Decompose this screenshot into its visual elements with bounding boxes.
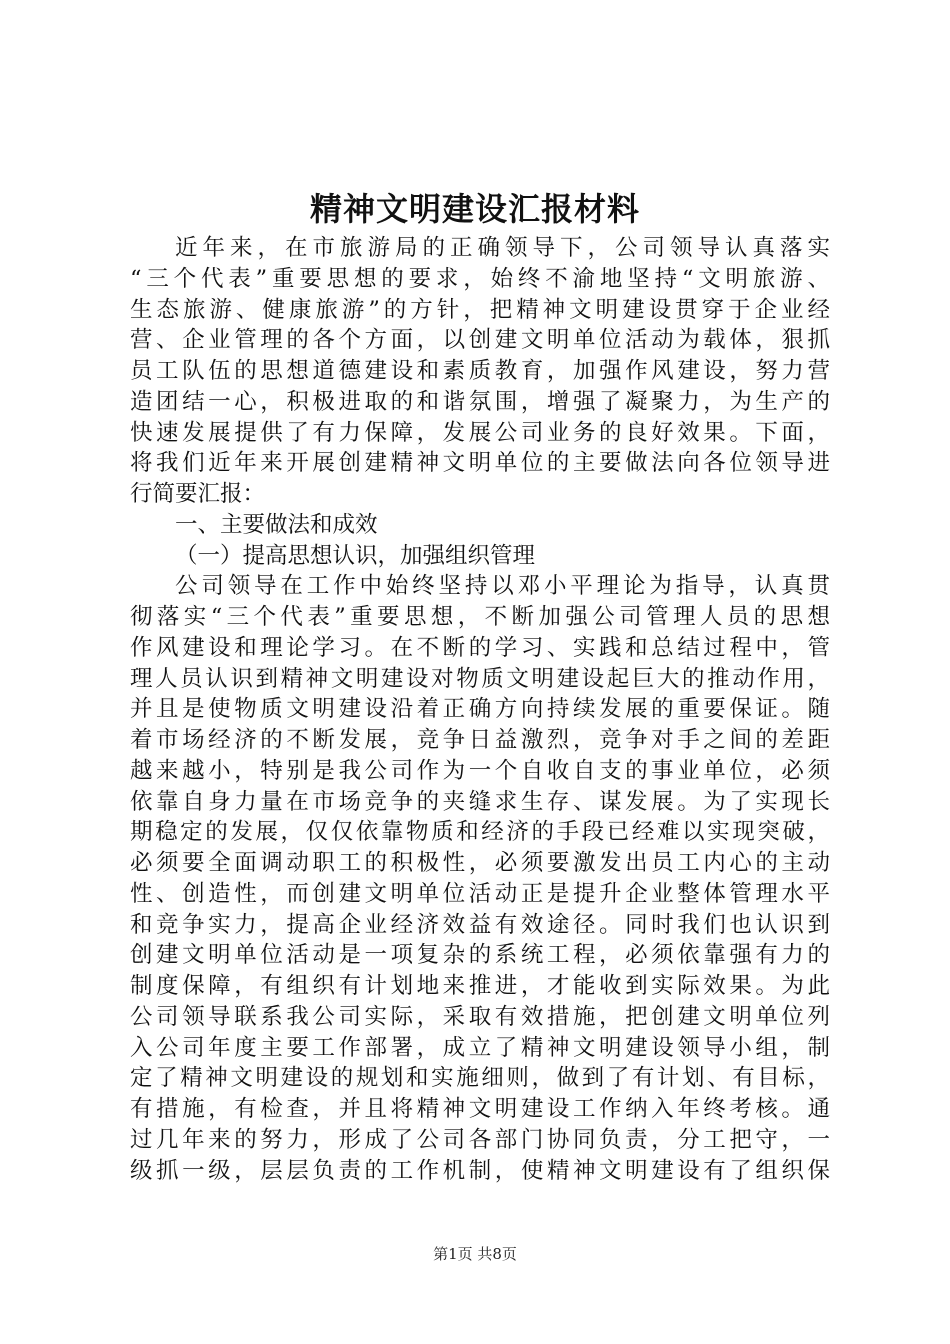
document-body [130,233,830,1186]
text-line: 和竞争实力，提高企业经济效益有效途径。同时我们也认识到 [130,911,830,938]
document-title: 精神文明建设汇报材料 [309,190,640,228]
text-line: 越来越小，特别是我公司作为一个自收自支的事业单位，必须 [130,757,830,784]
text-line: 彻落实“三个代表”重要思想，不断加强公司管理人员的思想 [130,604,830,630]
text-line: “三个代表”重要思想的要求，始终不渝地坚持“文明旅游、 [130,265,830,292]
text-line: 将我们近年来开展创建精神文明单位的主要做法向各位领导进 [130,450,830,477]
text-line: 性、创造性，而创建文明单位活动正是提升企业整体管理水平 [130,880,830,907]
text-line: 员工队伍的思想道德建设和素质教育，加强作风建设，努力营 [130,358,830,384]
text-line: 生态旅游、健康旅游”的方针，把精神文明建设贯穿于企业经 [130,296,830,323]
text-line: 级抓一级，层层负责的工作机制，使精神文明建设有了组织保 [130,1157,830,1184]
text-line: 理人员认识到精神文明建设对物质文明建设起巨大的推动作用， [130,665,830,692]
subsection-heading: （一）提高思想认识，加强组织管理 [175,542,536,569]
text-line: 过几年来的努力，形成了公司各部门协同负责，分工把守，一 [130,1126,830,1153]
text-line: 近年来，在市旅游局的正确领导下，公司领导认真落实 [175,235,830,261]
text-line: 并且是使物质文明建设沿着正确方向持续发展的重要保证。随 [130,696,830,723]
section-heading: 一、主要做法和成效 [175,511,378,538]
text-line: 有措施，有检查，并且将精神文明建设工作纳入年终考核。通 [130,1096,830,1122]
text-line: 创建文明单位活动是一项复杂的系统工程，必须依靠强有力的 [130,942,830,969]
text-line: 行简要汇报： [130,481,266,507]
text-line: 公司领导联系我公司实际，采取有效措施，把创建文明单位列 [130,1003,830,1030]
text-line: 快速发展提供了有力保障，发展公司业务的良好效果。下面， [130,419,830,446]
text-line: 作风建设和理论学习。在不断的学习、实践和总结过程中，管 [130,634,830,661]
text-line: 着市场经济的不断发展，竞争日益激烈，竞争对手之间的差距 [130,727,830,753]
text-line: 期稳定的发展，仅仅依靠物质和经济的手段已经难以实现突破， [130,819,830,846]
page-footer: 第1页 共8页 [433,1245,517,1263]
text-line: 造团结一心，积极进取的和谐氛围，增强了凝聚力，为生产的 [130,388,830,415]
text-line: 入公司年度主要工作部署，成立了精神文明建设领导小组，制 [130,1034,830,1061]
text-line: 必须要全面调动职工的积极性，必须要激发出员工内心的主动 [130,850,830,876]
text-line: 制度保障，有组织有计划地来推进，才能收到实际效果。为此 [130,973,830,999]
text-line: 营、企业管理的各个方面，以创建文明单位活动为载体，狠抓 [130,327,830,354]
text-line: 依靠自身力量在市场竞争的夹缝求生存、谋发展。为了实现长 [130,788,830,815]
text-line: 公司领导在工作中始终坚持以邓小平理论为指导，认真贯 [175,573,830,600]
text-line: 定了精神文明建设的规划和实施细则，做到了有计划、有目标， [130,1065,830,1092]
